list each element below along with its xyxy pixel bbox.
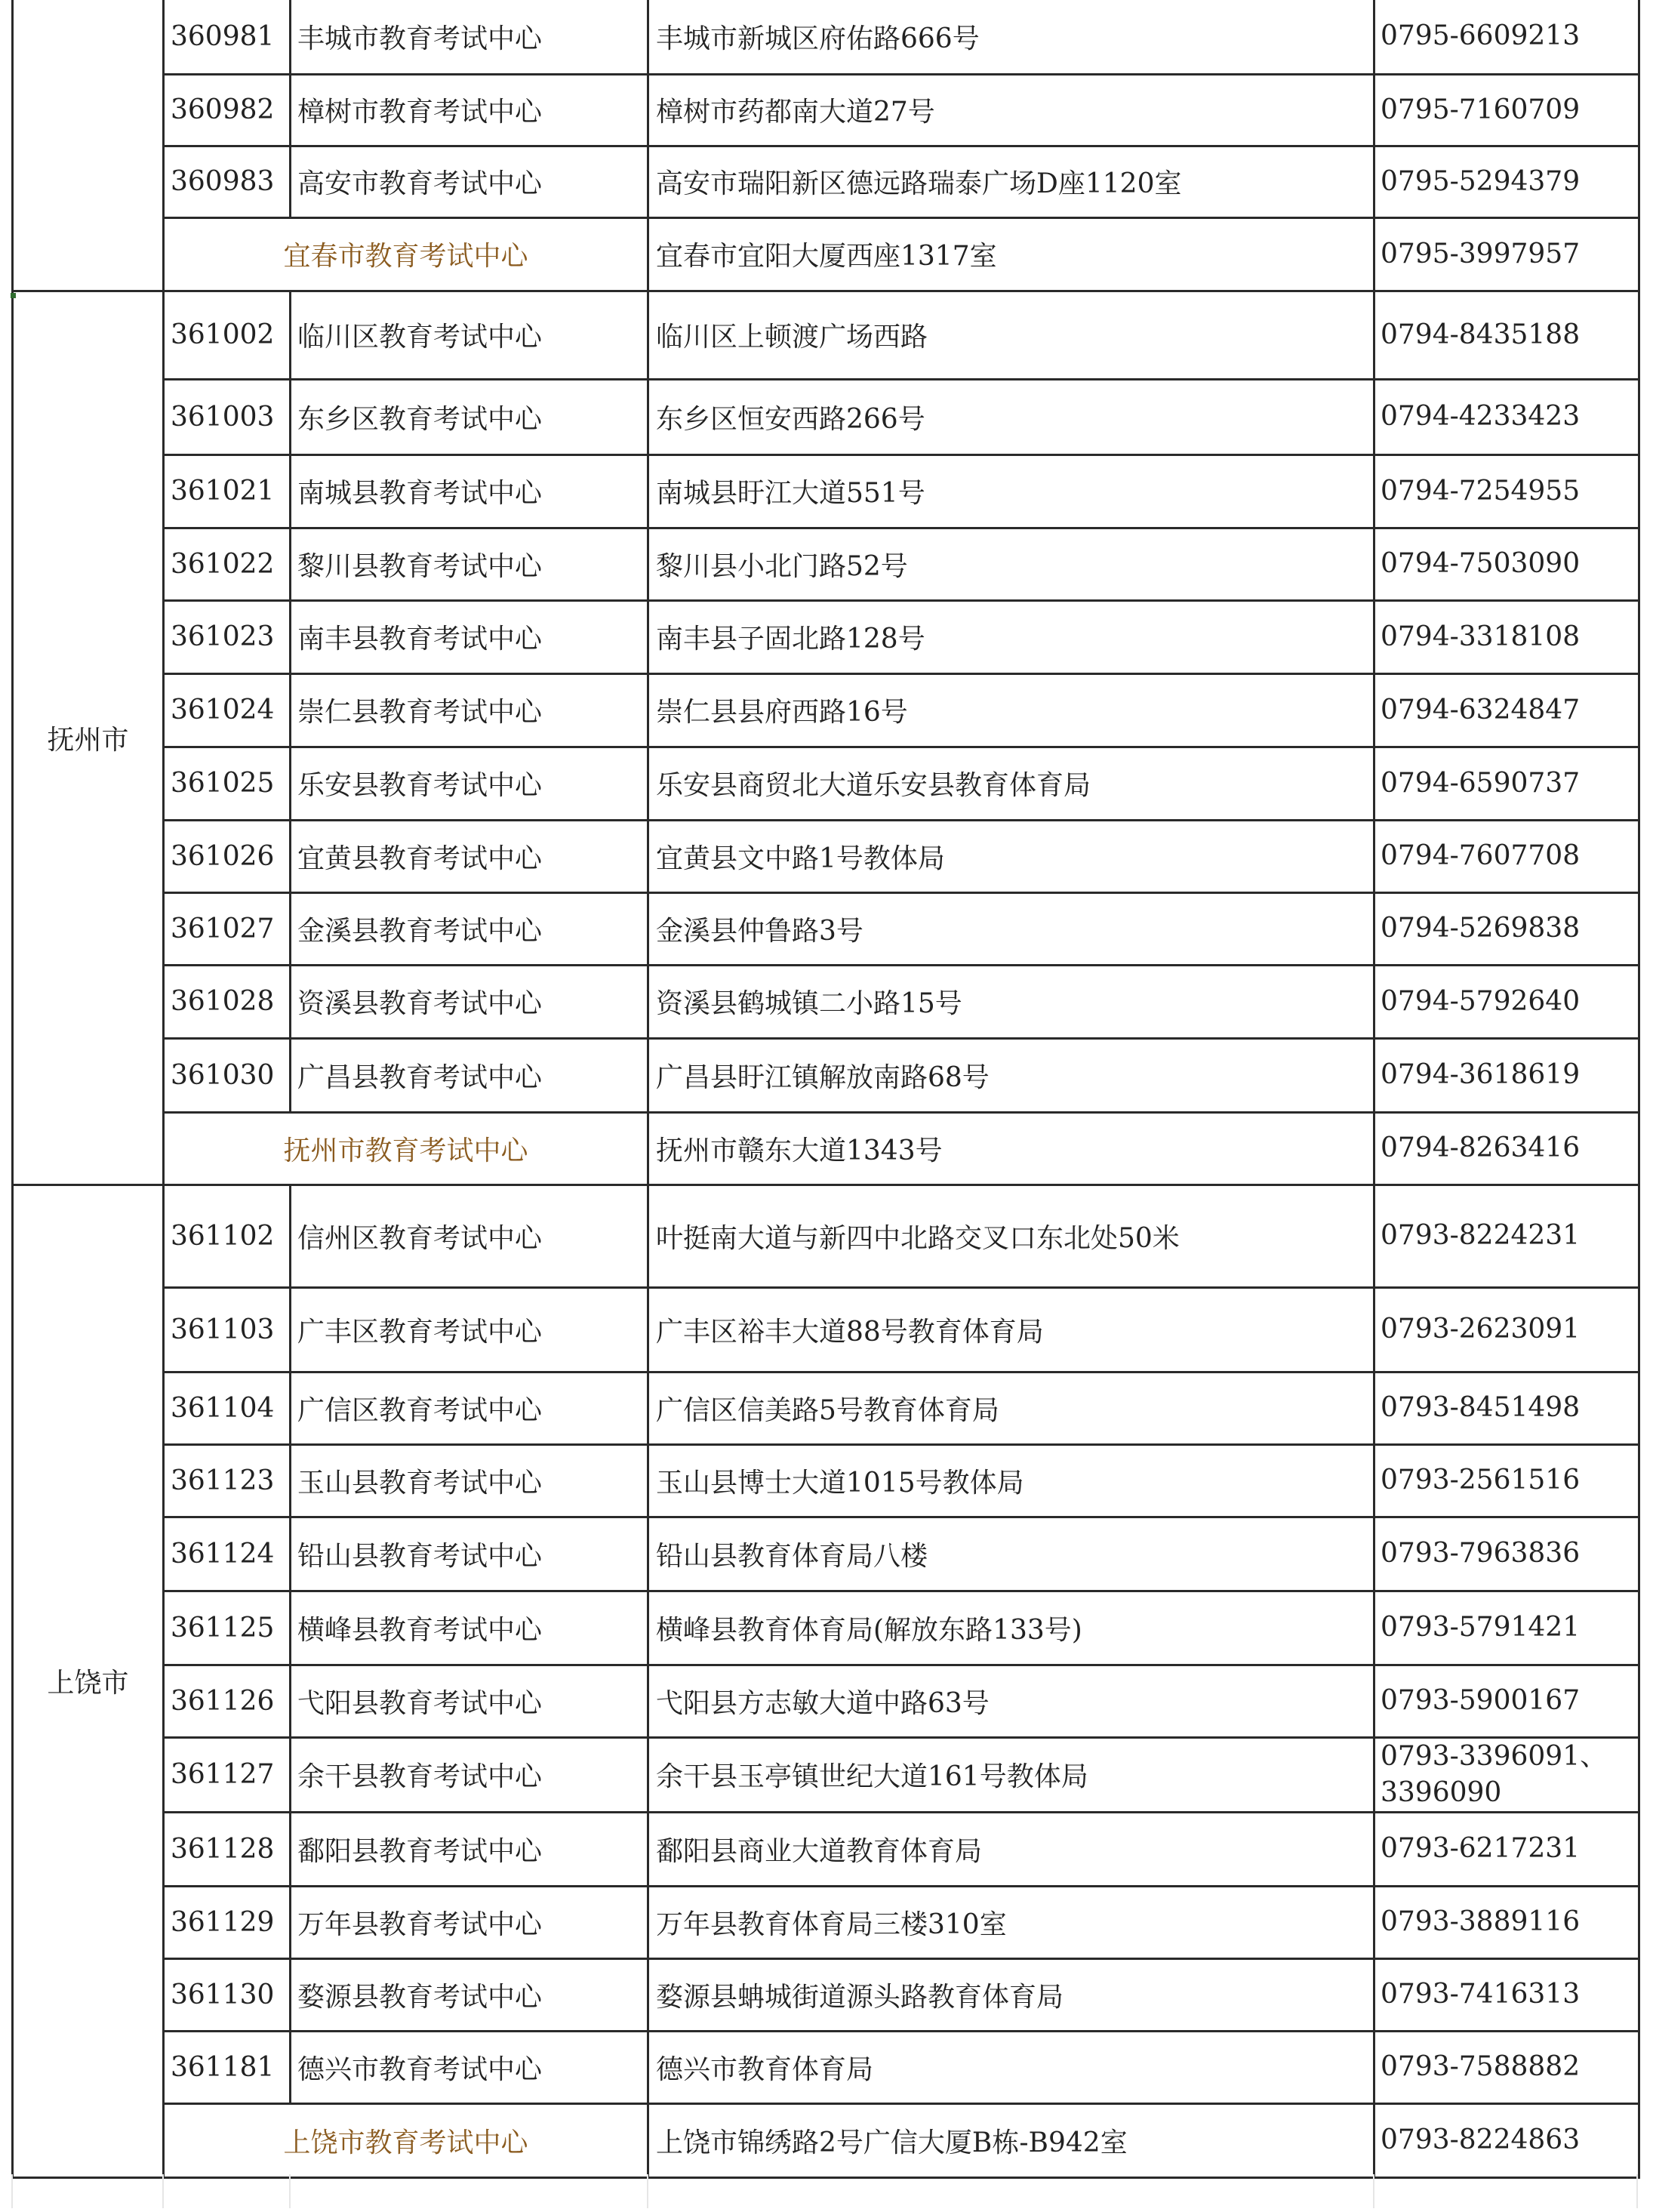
city-cell: 上饶市 [13,1185,164,2177]
table-row [13,2031,1639,2103]
cell-corner-marker [11,293,16,298]
name-cell: 南城县教育考试中心 [291,454,648,528]
table-row [13,1185,1639,1287]
address-cell: 广信区信美路5号教育体育局 [648,1372,1374,1444]
code-cell: 361129 [164,1886,291,1958]
code-cell: 361127 [164,1737,291,1812]
phone-cell: 0794-6590737 [1374,747,1639,820]
name-cell: 乐安县教育考试中心 [291,747,648,820]
next-page-row-edge [11,2174,1638,2208]
name-cell: 信州区教育考试中心 [291,1185,648,1287]
city-center-name: 上饶市教育考试中心 [164,2103,648,2177]
center-address-cell: 抚州市赣东大道1343号 [648,1112,1374,1185]
code-cell: 361103 [164,1287,291,1372]
address-cell: 樟树市药都南大道27号 [648,74,1374,146]
table-row [13,820,1639,892]
address-cell: 丰城市新城区府佑路666号 [648,0,1374,74]
table-row [13,892,1639,965]
address-cell: 横峰县教育体育局(解放东路133号) [648,1591,1374,1665]
center-row [13,2103,1639,2177]
name-cell: 崇仁县教育考试中心 [291,673,648,747]
code-cell: 361030 [164,1038,291,1112]
code-cell: 361021 [164,454,291,528]
address-cell: 资溪县鹤城镇二小路15号 [648,965,1374,1038]
city-center-name: 抚州市教育考试中心 [164,1112,648,1185]
phone-cell: 0793-7588882 [1374,2031,1639,2103]
address-cell: 德兴市教育体育局 [648,2031,1374,2103]
code-cell: 361026 [164,820,291,892]
table-row [13,747,1639,820]
name-cell: 金溪县教育考试中心 [291,892,648,965]
code-cell: 361181 [164,2031,291,2103]
table-row [13,1038,1639,1112]
center-phone-cell: 0793-8224863 [1374,2103,1639,2177]
name-cell: 铅山县教育考试中心 [291,1517,648,1591]
table-row [13,1591,1639,1665]
code-cell: 361104 [164,1372,291,1444]
directory-table-body [13,0,1639,2177]
code-cell: 361124 [164,1517,291,1591]
phone-cell: 0793-8224231 [1374,1185,1639,1287]
code-cell: 361102 [164,1185,291,1287]
phone-cell: 0793-8451498 [1374,1372,1639,1444]
phone-cell: 0793-7416313 [1374,1958,1639,2031]
table-row [13,1665,1639,1737]
name-cell: 东乡区教育考试中心 [291,379,648,454]
address-cell: 宜黄县文中路1号教体局 [648,820,1374,892]
address-cell: 黎川县小北门路52号 [648,528,1374,600]
address-cell: 铅山县教育体育局八楼 [648,1517,1374,1591]
table-row [13,600,1639,673]
address-cell: 婺源县蚺城街道源头路教育体育局 [648,1958,1374,2031]
name-cell: 婺源县教育考试中心 [291,1958,648,2031]
table-row [13,673,1639,747]
code-cell: 361027 [164,892,291,965]
phone-cell: 0794-4233423 [1374,379,1639,454]
center-row [13,1112,1639,1185]
code-cell: 360983 [164,146,291,217]
center-phone-cell: 0795-3997957 [1374,217,1639,291]
phone-cell: 0794-3318108 [1374,600,1639,673]
code-cell: 361023 [164,600,291,673]
code-cell: 361024 [164,673,291,747]
table-row [13,379,1639,454]
phone-cell: 0793-5791421 [1374,1591,1639,1665]
code-cell: 361125 [164,1591,291,1665]
phone-cell: 0794-5269838 [1374,892,1639,965]
code-cell: 361003 [164,379,291,454]
name-cell: 资溪县教育考试中心 [291,965,648,1038]
name-cell: 广昌县教育考试中心 [291,1038,648,1112]
name-cell: 临川区教育考试中心 [291,291,648,379]
code-cell: 361126 [164,1665,291,1737]
address-cell: 广丰区裕丰大道88号教育体育局 [648,1287,1374,1372]
city-cell: 抚州市 [13,291,164,1185]
address-cell: 叶挺南大道与新四中北路交叉口东北处50米 [648,1185,1374,1287]
table-row [13,146,1639,217]
address-cell: 弋阳县方志敏大道中路63号 [648,1665,1374,1737]
table-row [13,965,1639,1038]
phone-cell: 0793-2623091 [1374,1287,1639,1372]
center-address-cell: 宜春市宜阳大厦西座1317室 [648,217,1374,291]
center-phone-cell: 0794-8263416 [1374,1112,1639,1185]
phone-cell: 0794-7254955 [1374,454,1639,528]
table-row [13,291,1639,379]
phone-cell: 0794-7607708 [1374,820,1639,892]
code-cell: 361130 [164,1958,291,2031]
table-row [13,1886,1639,1958]
name-cell: 鄱阳县教育考试中心 [291,1812,648,1886]
name-cell: 玉山县教育考试中心 [291,1444,648,1517]
phone-cell: 0794-5792640 [1374,965,1639,1038]
table-row [13,1737,1639,1812]
address-cell: 南城县盱江大道551号 [648,454,1374,528]
city-center-name: 宜春市教育考试中心 [164,217,648,291]
name-cell: 南丰县教育考试中心 [291,600,648,673]
address-cell: 金溪县仲鲁路3号 [648,892,1374,965]
code-cell: 360981 [164,0,291,74]
name-cell: 万年县教育考试中心 [291,1886,648,1958]
table-row [13,1444,1639,1517]
center-row [13,217,1639,291]
phone-cell: 0793-3889116 [1374,1886,1639,1958]
phone-cell: 0793-7963836 [1374,1517,1639,1591]
city-cell [13,0,164,291]
phone-cell: 0794-3618619 [1374,1038,1639,1112]
name-cell: 丰城市教育考试中心 [291,0,648,74]
phone-cell: 0793-3396091、3396090 [1374,1737,1639,1812]
code-cell: 361022 [164,528,291,600]
code-cell: 360982 [164,74,291,146]
phone-cell: 0793-5900167 [1374,1665,1639,1737]
table-row [13,1517,1639,1591]
code-cell: 361028 [164,965,291,1038]
address-cell: 万年县教育体育局三楼310室 [648,1886,1374,1958]
name-cell: 余干县教育考试中心 [291,1737,648,1812]
address-cell: 高安市瑞阳新区德远路瑞泰广场D座1120室 [648,146,1374,217]
table-row [13,528,1639,600]
center-address-cell: 上饶市锦绣路2号广信大厦B栋-B942室 [648,2103,1374,2177]
address-cell: 临川区上顿渡广场西路 [648,291,1374,379]
name-cell: 高安市教育考试中心 [291,146,648,217]
table-row [13,454,1639,528]
address-cell: 南丰县子固北路128号 [648,600,1374,673]
code-cell: 361123 [164,1444,291,1517]
address-cell: 余干县玉亭镇世纪大道161号教体局 [648,1737,1374,1812]
name-cell: 广信区教育考试中心 [291,1372,648,1444]
phone-cell: 0794-7503090 [1374,528,1639,600]
name-cell: 广丰区教育考试中心 [291,1287,648,1372]
table-row [13,1812,1639,1886]
name-cell: 德兴市教育考试中心 [291,2031,648,2103]
phone-cell: 0795-6609213 [1374,0,1639,74]
phone-cell: 0795-7160709 [1374,74,1639,146]
code-cell: 361025 [164,747,291,820]
name-cell: 黎川县教育考试中心 [291,528,648,600]
phone-cell: 0793-2561516 [1374,1444,1639,1517]
phone-cell: 0793-6217231 [1374,1812,1639,1886]
name-cell: 宜黄县教育考试中心 [291,820,648,892]
phone-cell: 0794-6324847 [1374,673,1639,747]
address-cell: 崇仁县县府西路16号 [648,673,1374,747]
table-row [13,1958,1639,2031]
address-cell: 东乡区恒安西路266号 [648,379,1374,454]
address-cell: 玉山县博士大道1015号教体局 [648,1444,1374,1517]
code-cell: 361128 [164,1812,291,1886]
address-cell: 鄱阳县商业大道教育体育局 [648,1812,1374,1886]
name-cell: 横峰县教育考试中心 [291,1591,648,1665]
table-row [13,1287,1639,1372]
phone-cell: 0795-5294379 [1374,146,1639,217]
name-cell: 弋阳县教育考试中心 [291,1665,648,1737]
address-cell: 广昌县盱江镇解放南路68号 [648,1038,1374,1112]
directory-table [11,0,1640,2179]
table-row [13,74,1639,146]
phone-cell: 0794-8435188 [1374,291,1639,379]
address-cell: 乐安县商贸北大道乐安县教育体育局 [648,747,1374,820]
name-cell: 樟树市教育考试中心 [291,74,648,146]
code-cell: 361002 [164,291,291,379]
table-row [13,0,1639,74]
table-row [13,1372,1639,1444]
